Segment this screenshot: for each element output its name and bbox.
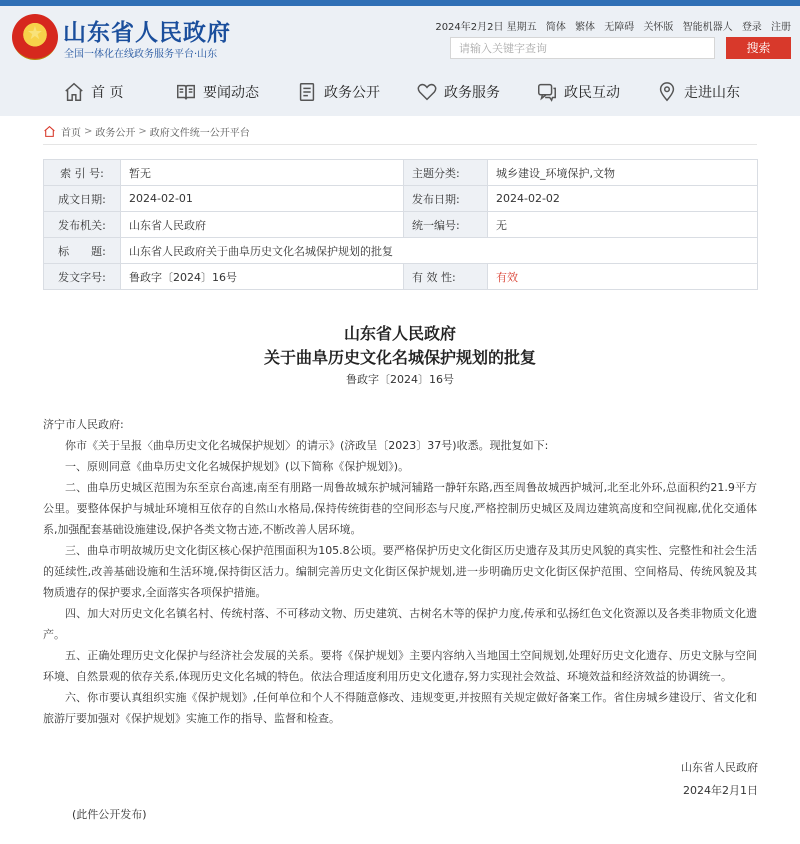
national-emblem-icon[interactable]: ★ (12, 14, 58, 60)
link-care-mode[interactable]: 关怀版 (643, 22, 674, 33)
breadcrumb-platform[interactable]: 政府文件统一公开平台 (149, 128, 250, 139)
validity-value: 有效 (488, 264, 758, 290)
paragraph: 二、曲阜历史城区范围为东至京台高速,南至有朋路一周鲁故城东护城河辅路一静轩东路,西至周鲁故城西护城河,北至北外环,总面积约21.9平方公里。要整体保护与城址环境相互依存的自然山水格局,保持传统街巷的空间形态与尺度,严格控制历史城区及周边建筑高度和空间视廊,优化交通体系,加强配套基础设施建设,保护各类文物古迹,不断改善人居环境。 (43, 481, 757, 536)
search-input[interactable]: 请输入关键字查询 (450, 37, 715, 59)
nav-item-about-shandong[interactable] (656, 78, 740, 106)
home-icon (63, 81, 85, 103)
link-traditional[interactable]: 繁体 (575, 22, 596, 33)
divider (43, 144, 757, 145)
doc-title: 关于曲阜历史文化名城保护规划的批复 (263, 348, 536, 367)
doc-number-label: 发文字号: (44, 264, 121, 290)
nav-item-gov-service[interactable] (416, 78, 500, 106)
document-info-table (43, 159, 758, 290)
public-note: (此件公开发布) (72, 808, 147, 821)
paragraph: 五、正确处理历史文化保护与经济社会发展的关系。要将《保护规划》主要内容纳入当地国土空间规划,处理好历史文化遗存、历史文脉与空间环境、自然景观的依存关系,体现历史文化名城的特色。依法合理适度利用历史文化遗存,努力实现社会效益、环境效益和经济效益的协调统一。 (43, 649, 757, 683)
breadcrumb-separator: > (84, 126, 93, 137)
nav-label-interaction: 政民互动 (564, 85, 620, 101)
nav-item-gov-open[interactable] (296, 78, 380, 106)
nav-item-home[interactable] (63, 78, 123, 106)
search-button[interactable]: 搜索 (726, 37, 791, 59)
index-value: 暂无 (121, 160, 404, 186)
index-label: 索 引 号: (44, 160, 121, 186)
published-date-label: 发布日期: (404, 186, 488, 212)
main-nav (0, 72, 800, 108)
paragraph: 一、原则同意《曲阜历史文化名城保护规划》(以下简称《保护规划》)。 (65, 460, 410, 473)
site-header (0, 0, 800, 116)
breadcrumb-home[interactable]: 首页 (61, 128, 81, 139)
topic-value: 城乡建设_环境保护,文物 (488, 160, 758, 186)
heart-icon (416, 81, 438, 103)
top-strip (0, 0, 800, 6)
document-body (43, 414, 757, 729)
breadcrumb-separator: > (138, 126, 147, 137)
site-subtitle: 全国一体化在线政务服务平台·山东 (64, 49, 218, 60)
unified-number-label: 统一编号: (404, 212, 488, 238)
breadcrumb-gov-open[interactable]: 政务公开 (95, 128, 136, 139)
issuer-value: 山东省人民政府 (121, 212, 404, 238)
chat-icon (536, 81, 558, 103)
link-accessibility[interactable]: 无障碍 (604, 22, 635, 33)
nav-label-home: 首 页 (91, 85, 124, 101)
home-icon (43, 125, 56, 138)
breadcrumb (43, 124, 250, 139)
signature: 山东省人民政府 (681, 761, 758, 774)
doc-title-issuer: 山东省人民政府 (343, 324, 456, 343)
nav-label-news: 要闻动态 (203, 85, 259, 101)
nav-item-news[interactable] (175, 78, 259, 106)
doc-number-value: 鲁政字〔2024〕16号 (121, 264, 404, 290)
link-smart-robot[interactable]: 智能机器人 (682, 22, 733, 33)
link-login[interactable]: 登录 (741, 22, 762, 33)
title-label: 标 题: (44, 238, 121, 264)
link-simplified[interactable]: 简体 (545, 22, 566, 33)
published-date-value: 2024-02-02 (488, 186, 758, 212)
map-pin-icon (656, 81, 678, 103)
issuer-label: 发布机关: (44, 212, 121, 238)
paragraph: 六、你市要认真组织实施《保护规划》,任何单位和个人不得随意修改、违规变更,并按照有关规定做好备案工作。省住房城乡建设厅、省文化和旅游厅要加强对《保护规划》实施工作的指导、监督和检查。 (43, 691, 757, 725)
current-date: 2024年2月2日 星期五 (435, 22, 537, 33)
nav-label-gov-open: 政务公开 (324, 85, 380, 101)
paragraph: 四、加大对历史文化名镇名村、传统村落、不可移动文物、历史建筑、古树名木等的保护力度,传承和弘扬红色文化资源以及各类非物质文化遗产。 (43, 607, 757, 641)
doc-number: 鲁政字〔2024〕16号 (346, 373, 454, 386)
salutation: 济宁市人民政府: (43, 418, 124, 431)
top-links (429, 18, 791, 33)
topic-label: 主题分类: (404, 160, 488, 186)
nav-label-gov-service: 政务服务 (444, 85, 500, 101)
paragraph: 三、曲阜市明故城历史文化街区核心保护范围面积为105.8公顷。要严格保护历史文化街区历史遗存及其历史风貌的真实性、完整性和社会生活的延续性,改善基础设施和生活环境,保持街区活力。编制完善历史文化街区保护规划,进一步明确历史文化街区保护范围、空间格局、传统风貌及其物质遗存的保护要求,全面落实各项保护措施。 (43, 544, 757, 599)
site-title[interactable]: 山东省人民政府 (63, 19, 231, 46)
nav-label-about-shandong: 走进山东 (684, 85, 740, 101)
title-value: 山东省人民政府关于曲阜历史文化名城保护规划的批复 (121, 238, 758, 264)
book-icon (175, 81, 197, 103)
validity-label: 有 效 性: (404, 264, 488, 290)
signature-date: 2024年2月1日 (683, 784, 758, 797)
paragraph: 你市《关于呈报〈曲阜历史文化名城保护规划〉的请示》(济政呈〔2023〕37号)收悉。现批复如下: (65, 439, 549, 452)
link-register[interactable]: 注册 (771, 22, 791, 33)
document-icon (296, 81, 318, 103)
created-date-value: 2024-02-01 (121, 186, 404, 212)
unified-number-value: 无 (488, 212, 758, 238)
nav-item-interaction[interactable] (536, 78, 620, 106)
created-date-label: 成文日期: (44, 186, 121, 212)
